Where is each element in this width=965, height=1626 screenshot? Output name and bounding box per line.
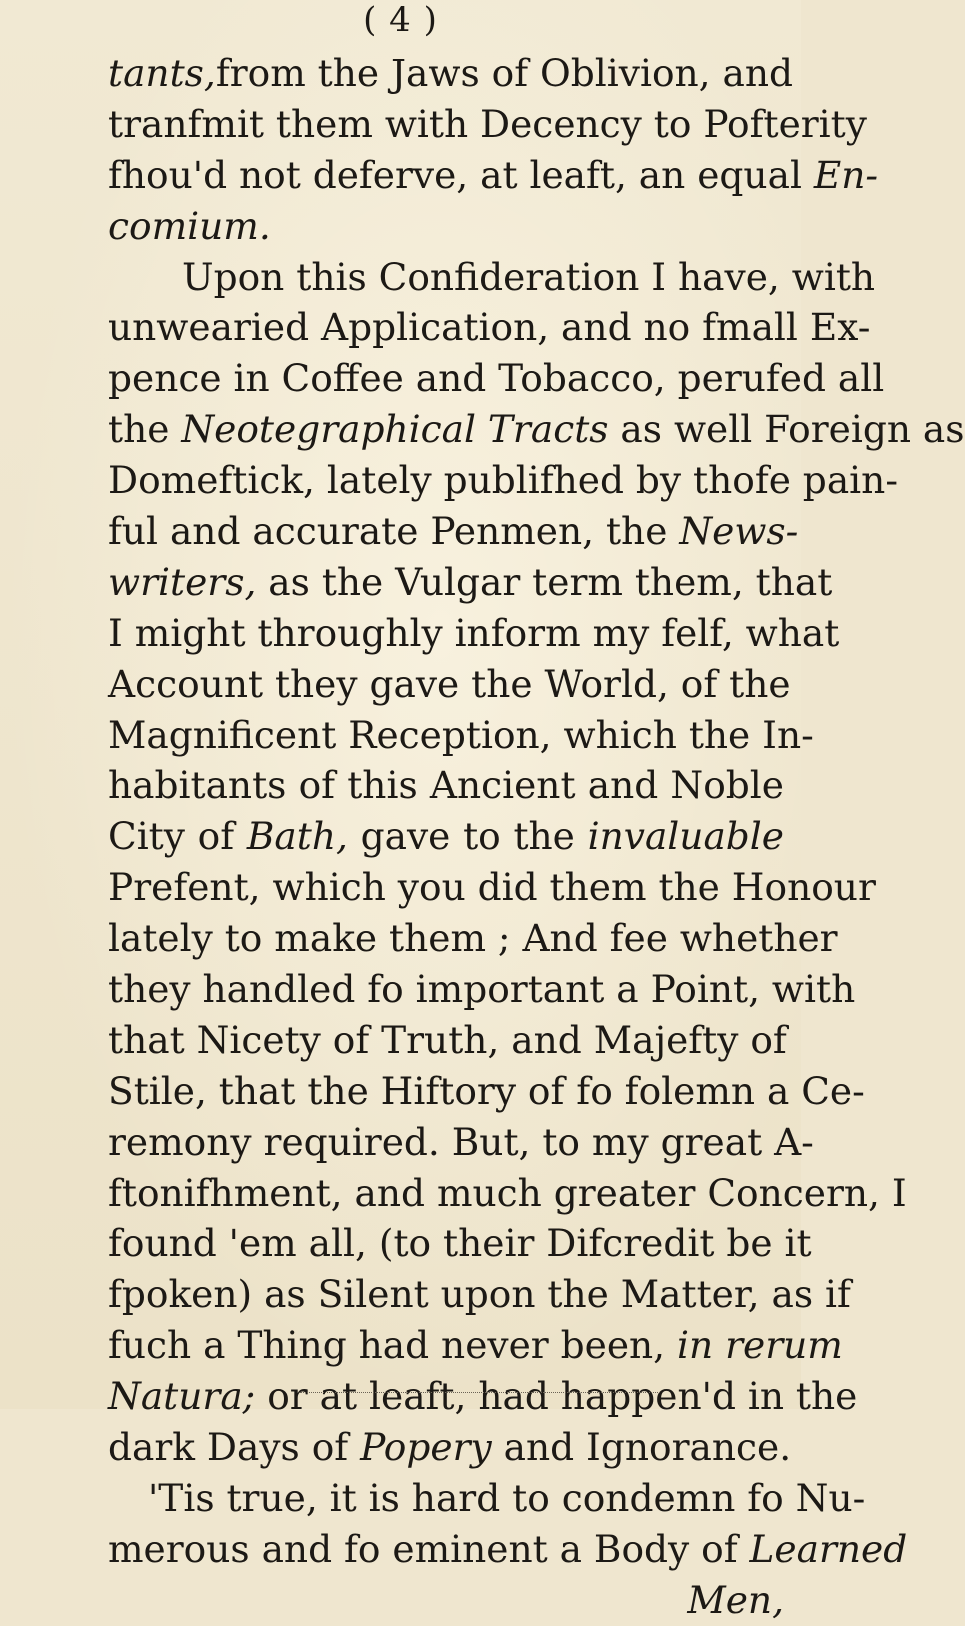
text-line <box>108 913 838 964</box>
text-run: City of <box>108 814 247 859</box>
text-run: Upon this Confideration I have, with <box>182 254 876 299</box>
text-run: Stile, that the Hiftory of fo folemn a Ce- <box>108 1068 865 1113</box>
text-run: gave to the <box>347 814 588 859</box>
text-line <box>108 1269 851 1320</box>
text-run: the <box>108 407 182 452</box>
text-line <box>108 404 965 455</box>
text-run: or at leaft, had happen'd in the <box>255 1374 858 1419</box>
italic-run: En- <box>813 152 879 197</box>
text-run: fuch a Thing had never been, <box>108 1323 678 1368</box>
text-run: from the Jaws of Oblivion, and <box>215 51 794 95</box>
text-run: merous and fo eminent a Body of <box>108 1526 750 1571</box>
text-line <box>108 1371 858 1422</box>
text-run: they handled fo important a Point, with <box>108 967 856 1012</box>
catchword: Men, <box>687 1577 784 1622</box>
text-line <box>108 964 856 1015</box>
italic-run: Learned <box>749 1526 908 1571</box>
italic-run: writers, <box>108 559 257 604</box>
italic-run: in rerum <box>677 1323 843 1368</box>
page-number: ( 4 ) <box>363 0 438 40</box>
italic-run: invaluable <box>587 814 784 859</box>
text-line <box>108 659 791 710</box>
text-run: as well Foreign as <box>608 407 965 452</box>
text-line <box>108 455 898 506</box>
text-run: Prefent, which you did them the Honour <box>108 865 876 910</box>
text-line <box>108 760 784 811</box>
text-run: ful and accurate Penmen, the <box>108 509 680 554</box>
italic-run: comium. <box>108 203 271 248</box>
italic-run: News- <box>679 509 799 554</box>
text-line <box>108 1168 907 1219</box>
text-run: that Nicety of Truth, and Majefty of <box>108 1017 787 1062</box>
text-run: 'Tis true, it is hard to condemn fo Nu- <box>148 1475 866 1520</box>
text-run: Domeftick, lately publifhed by thofe pain- <box>108 458 898 503</box>
text-line <box>108 252 876 303</box>
text-line <box>108 1218 812 1269</box>
text-run: unwearied Application, and no fmall Ex- <box>108 305 871 350</box>
text-run: I might throughly inform my felf, what <box>108 610 840 655</box>
text-line <box>108 1320 843 1371</box>
text-line <box>108 302 871 353</box>
text-line <box>108 150 879 201</box>
text-line <box>108 811 784 862</box>
text-run: fpoken) as Silent upon the Matter, as if <box>108 1272 851 1317</box>
text-run: dark Days of <box>108 1425 361 1470</box>
italic-run: Bath, <box>246 814 348 859</box>
italic-run: Popery <box>360 1425 492 1470</box>
text-line <box>108 1422 792 1473</box>
text-line <box>108 506 799 557</box>
body-text <box>108 48 965 1626</box>
text-line <box>108 1473 866 1524</box>
text-line <box>108 608 840 659</box>
text-line <box>108 1015 787 1066</box>
text-run: Account they gave the World, of the <box>108 661 791 706</box>
text-line <box>108 99 867 150</box>
text-run: ftonifhment, and much greater Concern, I <box>108 1170 907 1215</box>
text-run: habitants of this Ancient and Noble <box>108 763 784 808</box>
text-run: Magnificent Reception, which the In- <box>108 712 814 757</box>
text-line <box>108 201 784 252</box>
text-run: found 'em all, (to their Difcredit be it <box>108 1221 812 1266</box>
text-line <box>108 1117 814 1168</box>
text-run: remony required. But, to my great A- <box>108 1119 814 1164</box>
text-run: lately to make them ; And fee whether <box>108 916 838 961</box>
text-line <box>108 557 833 608</box>
text-line <box>108 48 794 99</box>
text-run: fhou'd not deferve, at leaft, an equal <box>108 152 814 197</box>
text-line <box>108 353 885 404</box>
italic-run: Neotegraphical Tracts <box>181 407 609 452</box>
page-bottom-rule <box>300 1392 660 1393</box>
text-line <box>108 1066 865 1117</box>
text-run: and Ignorance. <box>491 1425 792 1470</box>
text-line <box>108 1524 908 1575</box>
text-line <box>108 862 876 913</box>
italic-run: Natura; <box>108 1374 256 1419</box>
text-run: as the Vulgar term them, that <box>256 559 833 604</box>
text-run: tranfmit them with Decency to Pofterity <box>108 101 867 146</box>
text-line <box>108 710 814 761</box>
text-run: pence in Coffee and Tobacco, perufed all <box>108 356 885 401</box>
italic-run: tants, <box>108 51 216 95</box>
